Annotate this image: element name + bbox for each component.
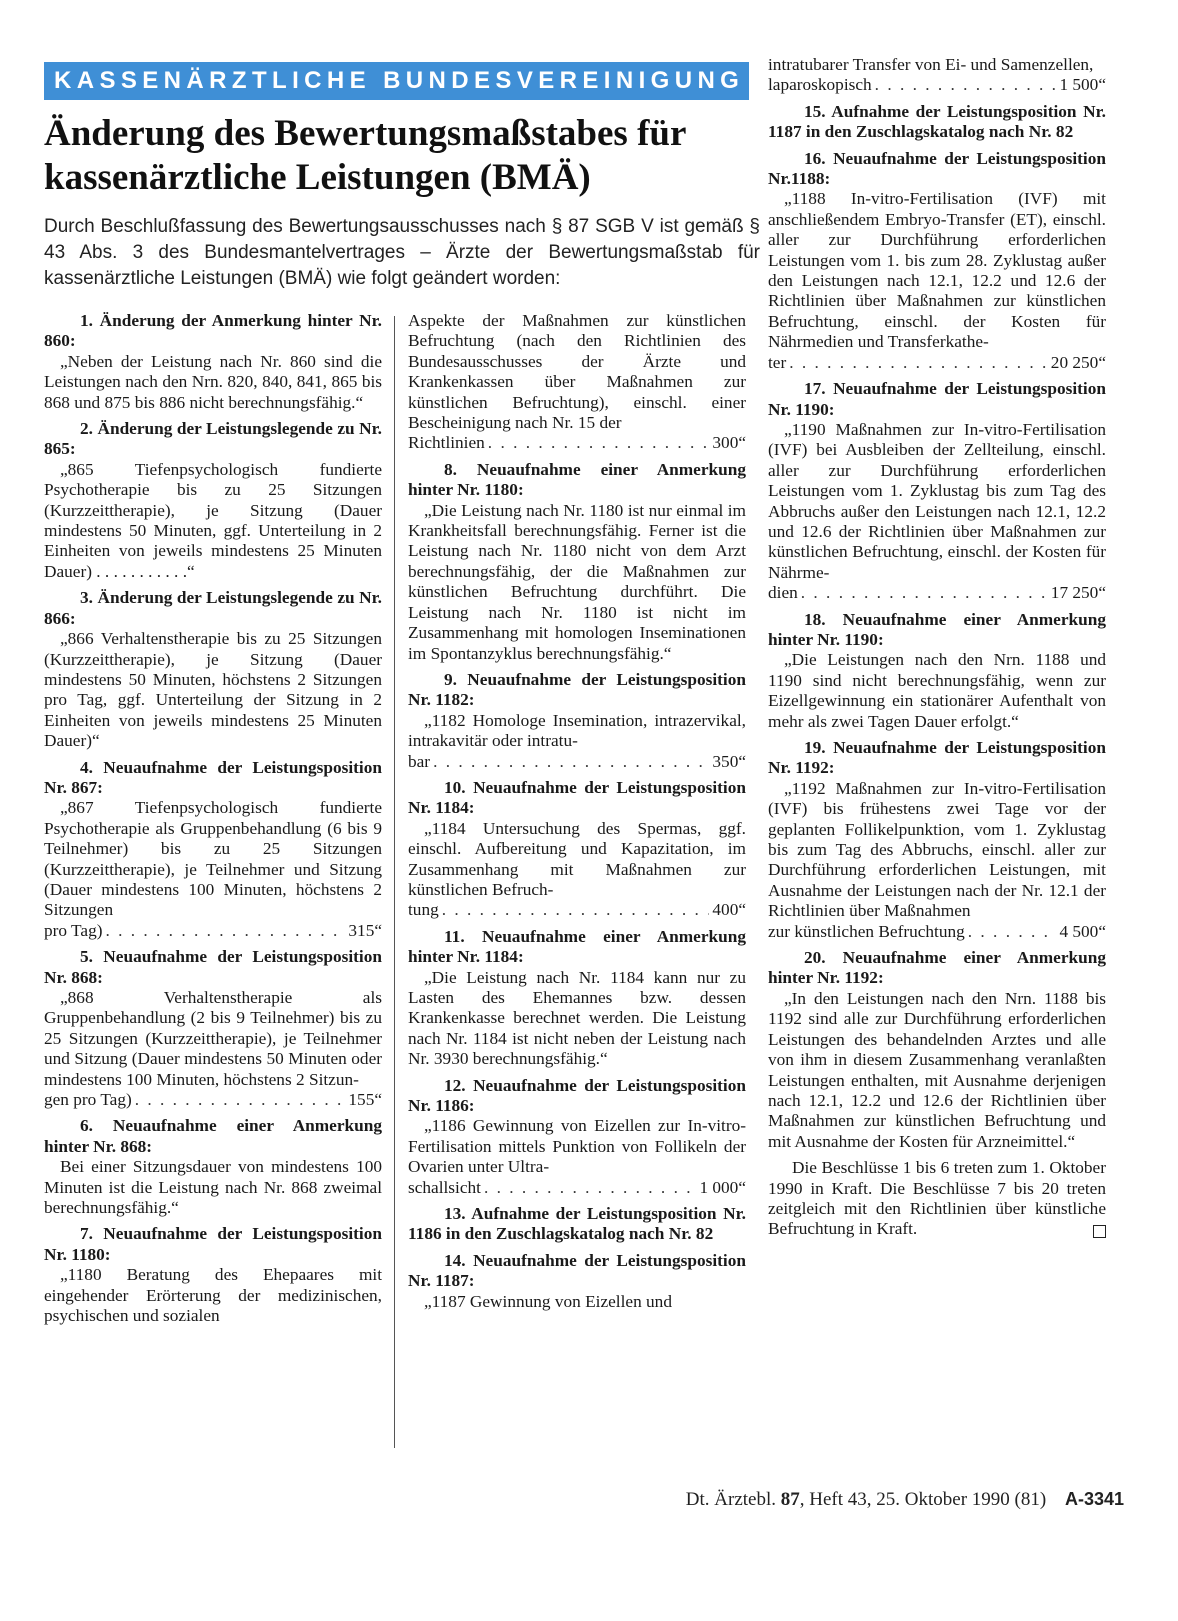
section-heading: 8. Neuaufnahme einer Anmerkung hinter Nr. 1180: [408,459,746,500]
section-heading: 10. Neuaufnahme der Leistungsposition Nr. 1184: [408,777,746,818]
section-heading: 18. Neuaufnahme einer Anmerkung hinter Nr. 1190: [768,609,1106,649]
fee-lead: pro Tag) [44,920,103,940]
section-heading: 4. Neuaufnahme der Leistungsposition Nr. 867: [44,757,382,797]
section-heading: 13. Aufnahme der Leistungsposition Nr. 1186 in den Zuschlagskatalog nach Nr. 82 [408,1204,746,1244]
fee-lead: laparoskopisch [768,75,872,95]
section-14 [408,1251,746,1312]
journal-issue: , Heft 43, 25. Oktober 1990 (81) [799,1489,1047,1510]
fee-amount: 1 000“ [699,1177,746,1197]
section-8 [408,460,746,664]
section-body: „Die Leistungen nach den Nrn. 1188 und 1190 sind nicht berechnungsfähig, wenn zur Eizellgewinnung ein stationärer Aufenthalt von mehr als zwei Tagen Dauer erfolgt.“ [768,650,1106,731]
fee-lead: Richtlinien [408,433,485,453]
section-body: „1180 Beratung des Ehepaares mit eingehender Erörterung der medizinischen, psychischen und sozialen [44,1265,382,1326]
text-column-1 [44,311,382,1333]
fee-line [408,752,746,772]
article-headline [44,112,764,200]
page-number: A-3341 [1064,1489,1124,1509]
fee-amount: 17 250“ [1050,583,1106,603]
fee-line [768,922,1106,942]
fee-amount: 155“ [348,1090,382,1110]
fee-lead: zur künstlichen Befruchtung [768,921,965,941]
section-20 [768,948,1106,1152]
section-heading: 3. Änderung der Leistungslegende zu Nr. 866: [44,588,382,628]
section-9 [408,670,746,772]
fee-amount: 1 500“ [1059,75,1106,95]
section-body: Bei einer Sitzungsdauer von mindestens 100 Minuten ist die Leistung nach Nr. 868 zweimal berechnungsfähig.“ [44,1157,382,1218]
section-13 [408,1204,746,1245]
fee-amount: 350“ [712,751,746,771]
section-16 [768,149,1106,373]
section-15 [768,102,1106,143]
fee-lead: tung [408,900,439,920]
section-heading: 16. Neuaufnahme der Leistungsposition Nr.1188: [768,148,1106,189]
section-body: „1187 Gewinnung von Eizellen und [424,1291,672,1311]
text-column-3 [768,55,1106,1240]
section-heading: 7. Neuaufnahme der Leistungsposition Nr. 1180: [44,1224,382,1264]
section-body: „1184 Untersuchung des Spermas, ggf. einschl. Aufbereitung und Kapazitation, im Zusammenhang mit Maßnahmen zur künstlichen Befruch- [408,818,746,899]
section-17 [768,379,1106,603]
dot-leader [135,1090,346,1110]
fee-line [408,900,746,920]
closing-text: Die Beschlüsse 1 bis 6 treten zum 1. Oktober 1990 in Kraft. Die Beschlüsse 7 bis 20 treten zeitgleich mit den Richtlinien über künstliche Befruchtung in Kraft. [768,1158,1106,1239]
dot-leader [801,583,1048,603]
section-body: „868 Verhaltenstherapie als Gruppenbehandlung (2 bis 9 Teilnehmer) bis zu 25 Sitzungen (Kurzzeittherapie), je Teilnehmer und Sitzung (Dauer mindestens 50 Minuten oder mindestens 100 Minuten, höchstens 2 Sitzun- [44,988,382,1089]
fee-line [44,921,382,941]
headline-line-1: Änderung des Bewertungsmaßstabes für [44,113,687,154]
section-body: „1190 Maßnahmen zur In-vitro-Fertilisation (IVF) bei Ausbleiben der Zellteilung, einschl. aller zur Durchführung erforderlichen Leistungen vom 1. Zyklustag bis zum Tag des Abbruchs außer den Leistungen nach 12.1, 12.2 und 12.6 der Richtlinien über Maßnahmen zur künstlichen Befruchtung, einschl. der Kosten für Nährme- [768,419,1106,582]
section-heading: 12. Neuaufnahme der Leistungsposition Nr. 1186: [408,1075,746,1116]
section-body: „Die Leistung nach Nr. 1184 kann nur zu Lasten des Ehemannes bzw. dessen Krankenkasse berechnet werden. Die Leistung nach Nr. 1184 ist nicht neben der Leistung nach Nr. 3930 berechnungsfähig.“ [408,967,746,1069]
section-19 [768,738,1106,942]
fee-line [768,583,1106,603]
section-body: „In den Leistungen nach den Nrn. 1188 bis 1192 sind alle zur Durchführung erforderlichen Leistungen des behandelnden Arztes und alle von ihm in diesem Zusammenhang veranlaßten Leistungen enthalten, mit Ausnahme derjenigen nach 12.1, 12.2 und 12.6 der Richtlinien über Maßnahmen zur künstlichen Befruchtung und mit Ausnahme der Kosten für Arzneimittel.“ [768,988,1106,1151]
section-14-continued [768,55,1106,96]
section-heading: 2. Änderung der Leistungslegende zu Nr. 865: [44,419,382,459]
section-body: „1182 Homologe Insemination, intrazervikal, intrakavitär oder intratu- [408,710,746,751]
fee-lead: ter [768,352,787,372]
section-continuation: intratubarer Transfer von Ei- und Samenzellen, [768,55,1094,74]
end-of-article-icon [1093,1225,1106,1238]
page-footer [604,1489,1124,1511]
section-7 [44,1224,382,1326]
section-heading: 6. Neuaufnahme einer Anmerkung hinter Nr. 868: [44,1116,382,1156]
fee-amount: 400“ [712,900,746,920]
section-5 [44,947,382,1110]
journal-volume: 87 [780,1489,800,1510]
section-heading: 19. Neuaufnahme der Leistungsposition Nr. 1192: [768,738,1106,778]
section-body: „1186 Gewinnung von Eizellen zur In-vitro-Fertilisation mittels Punktion von Follikeln der Ovarien unter Ultra- [408,1116,746,1177]
section-12 [408,1076,746,1198]
section-2 [44,419,382,582]
section-18 [768,610,1106,732]
fee-lead: bar [408,751,431,771]
section-1 [44,311,382,413]
section-10 [408,778,746,921]
fee-lead: dien [768,583,798,603]
headline-line-2: kassenärztliche Leistungen (BMÄ) [44,157,591,198]
section-body: „Die Leistung nach Nr. 1180 ist nur einmal im Krankheitsfall berechnungsfähig. Ferner ist die Leistung nach Nr. 1180 nicht von dem Arzt berechnungsfähig, der die Maßnahmen zur künstlichen Befruchtung durchführt. Die Leistung nach Nr. 1180 ist nicht im Zusammenhang mit homologen Inseminationen im Spontanzyklus berechnungsfähig.“ [408,500,746,663]
section-body: „867 Tiefenpsychologisch fundierte Psychotherapie als Gruppenbehandlung (6 bis 9 Teilnehmer) bis zu 25 Sitzungen (Kurzzeittherapie), je Teilnehmer und Sitzung (Dauer mindestens 100 Minuten, höchstens 2 Sitzungen [44,798,382,920]
fee-amount: 315“ [348,920,382,940]
section-4 [44,758,382,942]
fee-amount: 300“ [712,433,746,453]
section-heading: 9. Neuaufnahme der Leistungsposition Nr. 1182: [408,669,746,710]
section-heading: 11. Neuaufnahme einer Anmerkung hinter Nr. 1184: [408,926,746,967]
section-body: „866 Verhaltenstherapie bis zu 25 Sitzungen (Kurzzeittherapie), je Sitzung (Dauer mindestens 50 Minuten, höchstens 2 Sitzungen pro Tag, ggf. Unterteilung der Sitzung in 2 Einheiten von jeweils mindestens 25 Minuten Dauer)“ [44,629,382,751]
section-body: „Neben der Leistung nach Nr. 860 sind die Leistungen nach den Nrn. 820, 840, 841, 865 bis 868 und 875 bis 886 nicht berechnungsfähig.“ [44,351,382,412]
closing-paragraph [768,1158,1106,1240]
section-heading: 5. Neuaufnahme der Leistungsposition Nr. 868: [44,947,382,987]
section-body: „1192 Maßnahmen zur In-vitro-Fertilisation (IVF) bis frühestens zwei Tage vor der geplanten Follikelpunktion, vom 1. Zyklustag bis zum Tag des Abbruchs, einschl. aller zur Durchführung erforderlichen Leistungen, mit Ausnahme der Leistungen nach der Nr. 12.1 der Richtlinien über Maßnahmen [768,778,1106,921]
article-lede: Durch Beschlußfassung des Bewertungsausschusses nach § 87 SGB V ist gemäß § 43 Abs. 3 des Bundesmantelvertrages – Ärzte der Bewertungsmaßstab für kassenärztliche Leistungen (BMÄ) wie folgt geändert worden: [44,216,760,289]
fee-lead: schallsicht [408,1177,481,1197]
section-heading: 1. Änderung der Anmerkung hinter Nr. 860: [44,311,382,351]
fee-line [44,1090,382,1110]
fee-line [768,353,1106,373]
fee-lead: gen pro Tag) [44,1090,132,1110]
section-body: „865 Tiefenpsychologisch fundierte Psychotherapie bis zu 25 Sitzungen (Kurzzeittherapie), je Sitzung (Dauer mindestens 50 Minuten, ggf. Unterteilung in 2 Einheiten von jeweils mindestens 25 Minuten Dauer) . . . . . . . . . . .“ [44,459,382,581]
fee-line [768,75,1106,95]
text-column-2 [408,311,746,1318]
section-body: „1188 In-vitro-Fertilisation (IVF) mit anschließendem Embryo-Transfer (ET), einschl. aller zur Durchführung erforderlichen Leistungen vom 1. bis zum 28. Zyklustag außer den Leistungen nach 12.1, 12.2 und 12.6 der Richtlinien über Maßnahmen zur künstlichen Befruchtung, einschl. der Kosten für Nährmedien und Transferkathe- [768,189,1106,352]
fee-line [408,433,746,453]
section-heading: 17. Neuaufnahme der Leistungsposition Nr. 1190: [768,379,1106,419]
dot-leader [968,922,1057,942]
dot-leader [875,75,1057,95]
section-3 [44,588,382,751]
journal-name: Dt. Ärztebl. [685,1489,777,1510]
dot-leader [484,1178,696,1198]
dot-leader [488,433,710,453]
dot-leader [433,752,709,772]
section-heading: 20. Neuaufnahme einer Anmerkung hinter Nr. 1192: [768,948,1106,988]
fee-amount: 4 500“ [1059,921,1106,941]
section-11 [408,927,746,1070]
section-banner: KASSENÄRZTLICHE BUNDESVEREINIGUNG [44,62,749,100]
section-continuation: Aspekte der Maßnahmen zur künstlichen Befruchtung (nach den Richtlinien des Bundesausschusses der Ärzte und Krankenkassen über Maßnahmen zur künstlichen Befruchtung), einschl. einer Bescheinigung nach Nr. 15 der [408,311,746,433]
section-7-continued [408,311,746,454]
section-6 [44,1116,382,1218]
dot-leader [442,900,710,920]
dot-leader [105,921,345,941]
section-heading: 14. Neuaufnahme der Leistungsposition Nr. 1187: [408,1250,746,1291]
column-divider [394,316,395,1448]
fee-amount: 20 250“ [1050,352,1106,372]
fee-line [408,1178,746,1198]
section-heading: 15. Aufnahme der Leistungsposition Nr. 1187 in den Zuschlagskatalog nach Nr. 82 [768,101,1106,142]
dot-leader [789,353,1048,373]
